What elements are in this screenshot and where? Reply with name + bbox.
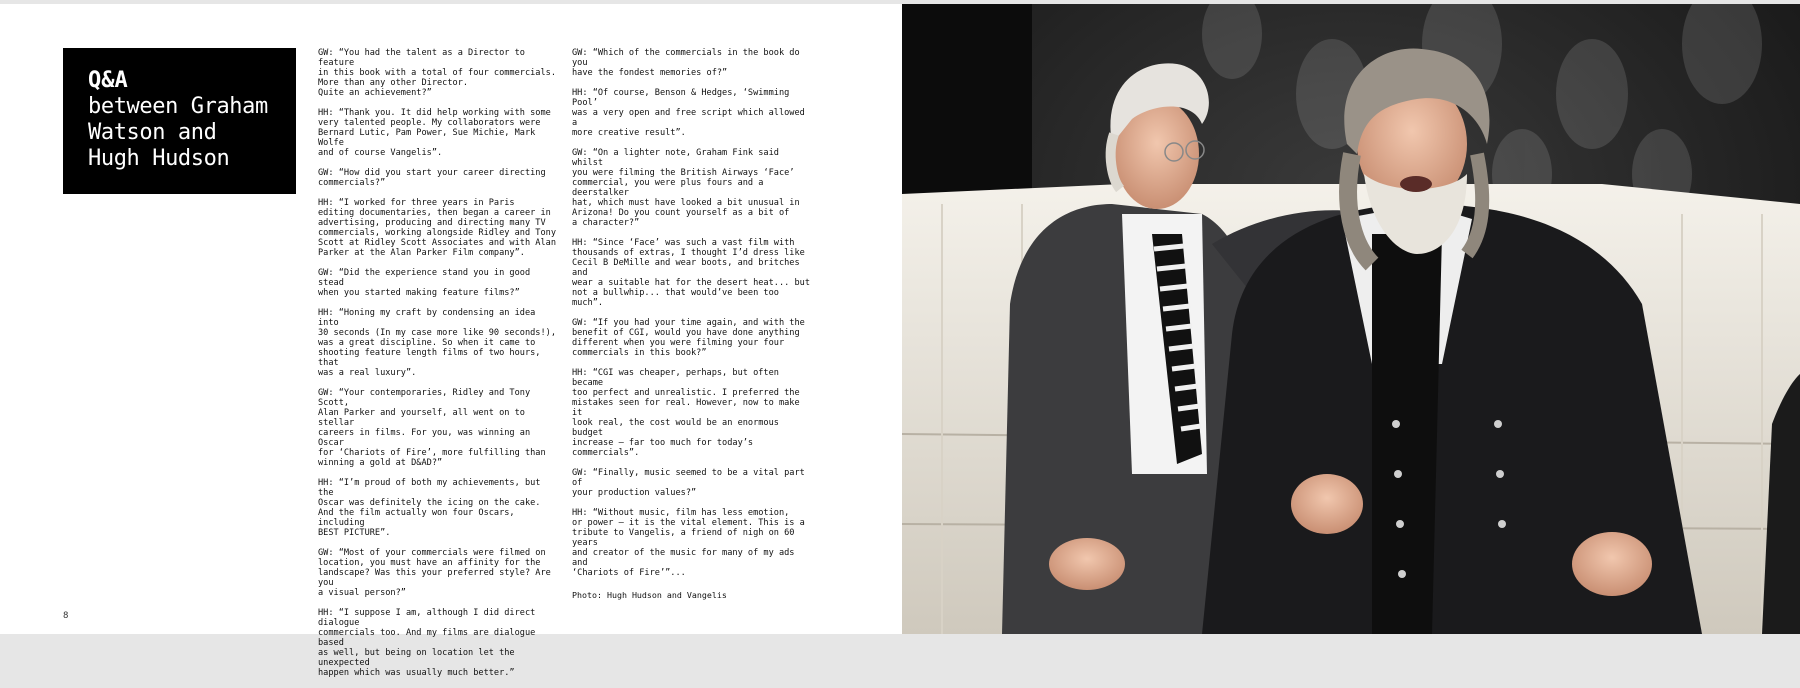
- interview-paragraph: GW: “Which of the commercials in the book do you have the fondest memories of?”: [572, 48, 800, 78]
- interview-paragraph: GW: “On a lighter note, Graham Fink said whilst you were filming the British Airways ‘Face’ commercial, you were plus fours and a deerstalker hat, which must have looked a bit unusual in Arizona! Do you count yourself as a bit of a character?”: [572, 148, 800, 228]
- interview-paragraph: GW: “Most of your commercials were filmed on location, you must have an affinity for the landscape? Was this your preferred style? Are you a visual person?”: [318, 548, 551, 598]
- interview-paragraph: HH: “I’m proud of both my achievements, but the Oscar was definitely the icing on the cake. And the film actually won four Oscars, including BEST PICTURE”.: [318, 478, 541, 538]
- interview-paragraph: HH: “Thank you. It did help working with some very talented people. My collaborators were Bernard Lutic, Pam Power, Sue Michie, Mark Wolfe and of course Vangelis”.: [318, 108, 551, 158]
- interview-paragraph: GW: “Finally, music seemed to be a vital part of your production values?”: [572, 468, 805, 498]
- interview-paragraph: HH: “Without music, film has less emotion, or power – it is the vital element. This is a tribute to Vangelis, a friend of nigh on 60 years and creator of the music for many of my ads and ‘Chariots of Fire’”...: [572, 508, 805, 578]
- title-subheading: between Graham Watson and Hugh Hudson: [88, 94, 268, 171]
- interview-paragraph: GW: “You had the talent as a Director to feature in this book with a total of four commercials. More than any other Director. Quite an achievement?”: [318, 48, 556, 98]
- title-box: [63, 48, 296, 194]
- interview-paragraph: HH: “Honing my craft by condensing an idea into 30 seconds (In my case more like 90 seconds!), was a great discipline. So when it came to shooting feature length films of two hours, that was a real luxury”.: [318, 308, 556, 378]
- interview-paragraph: GW: “Your contemporaries, Ridley and Tony Scott, Alan Parker and yourself, all went on to stellar careers in films. For you, was winning an Oscar for ‘Chariots of Fire’, more fulfilling than winning a gold at D&AD?”: [318, 388, 546, 468]
- photo-hugh-hudson-vangelis: [902, 4, 1800, 634]
- photo-caption: Photo: Hugh Hudson and Vangelis: [572, 590, 727, 600]
- interview-column-1: [318, 48, 558, 688]
- interview-paragraph: HH: “Since ‘Face’ was such a vast film with thousands of extras, I thought I’d dress like Cecil B DeMille and wear boots, and britches and wear a suitable hat for the desert heat... but not a bullwhip... that would’ve been too much”.: [572, 238, 810, 308]
- interview-column-2: [572, 48, 812, 588]
- interview-paragraph: GW: “Did the experience stand you in good stead when you started making feature films?”: [318, 268, 531, 298]
- interview-paragraph: HH: “I suppose I am, although I did direct dialogue commercials too. And my films are dialogue based as well, but being on location let the unexpected happen which was usually much better.”: [318, 608, 536, 678]
- interview-paragraph: GW: “How did you start your career directing commercials?”: [318, 168, 546, 188]
- photo-illustration: [902, 4, 1800, 634]
- interview-paragraph: HH: “CGI was cheaper, perhaps, but often became too perfect and unrealistic. I preferred the mistakes seen for real. However, now to make it look real, the cost would be an enormous budget increase – far too much for today’s commercials”.: [572, 368, 800, 458]
- interview-paragraph: HH: “Of course, Benson & Hedges, ‘Swimming Pool’ was a very open and free script which allowed a more creative result”.: [572, 88, 805, 138]
- left-page: [0, 4, 902, 678]
- interview-paragraph: GW: “If you had your time again, and with the benefit of CGI, would you have done anything different when you were filming your four commercials in this book?”: [572, 318, 805, 358]
- page-number: 8: [63, 611, 69, 621]
- title-heading: Q&A: [88, 68, 128, 93]
- interview-paragraph: HH: “I worked for three years in Paris editing documentaries, then began a career in advertising, producing and directing many TV commercials, working alongside Ridley and Tony Scott at Ridley Scott Associates and with Alan Parker at the Alan Parker Film company”.: [318, 198, 556, 258]
